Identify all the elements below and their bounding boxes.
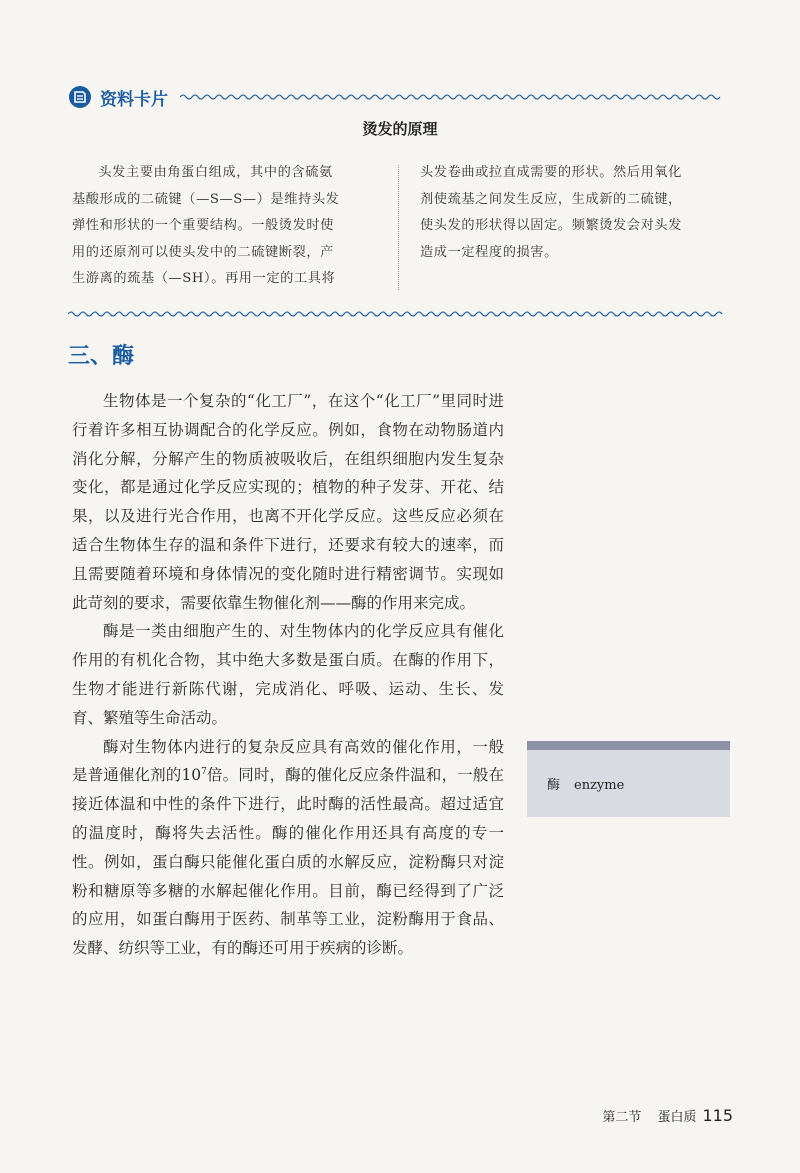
- glossary-box: [527, 741, 730, 817]
- exponent: 7: [201, 767, 207, 778]
- info-card-right-column: [420, 160, 725, 266]
- main-body: [72, 387, 504, 963]
- glossary-entry: [547, 774, 624, 793]
- glossary-term-zh: 酶: [547, 778, 561, 793]
- card-line: 造成一定程度的损害。: [420, 244, 558, 260]
- card-line: 用的还原剂可以使头发中的二硫键断裂，产: [72, 244, 334, 260]
- card-line: 使头发的形状得以固定。频繁烫发会对头发: [420, 218, 682, 233]
- card-line: 基酸形成的二硫键（—S—S—）是维持头发: [72, 191, 340, 207]
- card-line: 头发主要由角蛋白组成，其中的含硫氨: [98, 165, 333, 180]
- paragraph-text: 倍。同时，酶的催化反应条件温和，一般在接近体温和中性的条件下进行，此时酶的活性最高。超过适宜的温度时，酶将失去活性。酶的催化作用还具有高度的专一性。例如，蛋白酶只能催化蛋白质的水解反应，淀粉酶只对淀粉和糖原等多糖的水解起催化作用。目前，酶已经得到了广泛的应用，如蛋白酶用于医药、制革等工业，淀粉酶用于食品、发酵、纺织等工业，有的酶还可用于疾病的诊断。: [72, 766, 504, 958]
- card-line: 弹性和形状的一个重要结构。一般烫发时使: [72, 218, 334, 233]
- paragraph-text: 酶对生物体内进行的复杂反应具有高效的催化作用，一般是普通催化剂的10: [72, 737, 504, 785]
- body-paragraph: 生物体是一个复杂的“化工厂”，在这个“化工厂”里同时进行着许多相互协调配合的化学反应。例如，食物在动物肠道内消化分解，分解产生的物质被吸收后，在组织细胞内发生复杂变化，都是通过化学反应实现的；植物的种子发芽、开花、结果，以及进行光合作用，也离不开化学反应。这些反应必须在适合生物体生存的温和条件下进行，还要求有较大的速率，而且需要随着环境和身体情况的变化随时进行精密调节。实现如此苛刻的要求，需要依靠生物催化剂——酶的作用来完成。: [72, 392, 504, 612]
- footer-chapter: 蛋白质: [657, 1110, 697, 1125]
- glossary-term-en: enzyme: [574, 778, 625, 793]
- body-paragraph: 酶是一类由细胞产生的、对生物体内的化学反应具有催化作用的有机化合物，其中绝大多数是蛋白质。在酶的作用下，生物才能进行新陈代谢，完成消化、呼吸、运动、生长、发育、繁殖等生命活动。: [72, 622, 504, 727]
- info-card-label: 资料卡片: [100, 90, 168, 110]
- bottom-wavy-divider: [68, 309, 728, 319]
- info-card-left-column: [72, 160, 377, 293]
- card-line: 剂使巯基之间发生反应，生成新的二硫键，: [420, 191, 682, 207]
- card-line: 头发卷曲或拉直成需要的形状。然后用氧化: [420, 165, 682, 180]
- section-heading: 三、酶: [68, 344, 135, 369]
- footer-section: 第二节: [602, 1110, 642, 1125]
- page-number: 115: [702, 1106, 733, 1125]
- info-card-title: 烫发的原理: [362, 120, 438, 138]
- body-paragraph: [72, 733, 504, 963]
- top-wavy-divider: [180, 92, 725, 102]
- column-divider: [398, 165, 399, 290]
- page-footer: [0, 1106, 733, 1125]
- card-line: 生游离的巯基（—SH）。再用一定的工具将: [72, 271, 336, 286]
- book-icon: [68, 85, 92, 109]
